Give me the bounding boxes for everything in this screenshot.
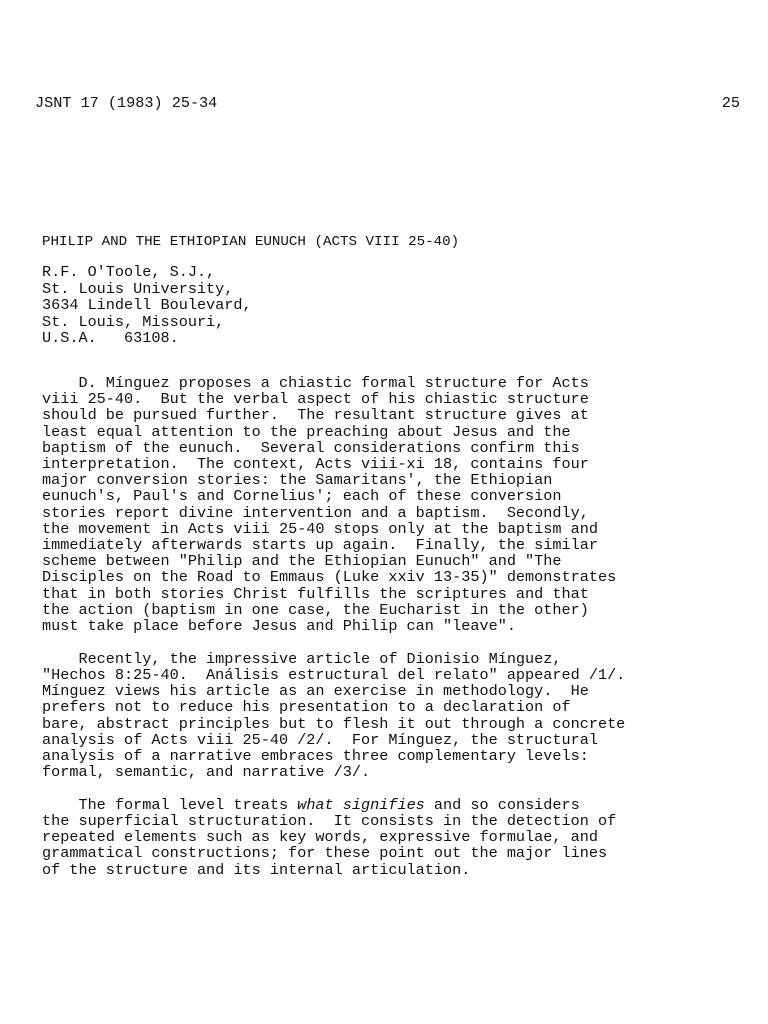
- text-line: scheme between "Philip and the Ethiopian Eunuch" and "The: [42, 552, 562, 571]
- address-line: U.S.A. 63108.: [42, 329, 179, 348]
- running-head: JSNT 17 (1983) 25-34: [35, 94, 218, 112]
- text-line: baptism of the eunuch. Several considerations confirm this: [42, 438, 580, 457]
- text-line: Mínguez views his article as an exercise in methodology. He: [42, 682, 589, 701]
- abstract-paragraph: [42, 375, 762, 634]
- text-line: of the structure and its internal articulation.: [42, 860, 471, 879]
- text-line: prefers not to reduce his presentation to a declaration of: [42, 698, 571, 717]
- text-line: Recently, the impressive article of Dionisio Mínguez,: [42, 649, 562, 668]
- text-line: analysis of Acts viii 25-40 /2/. For Mínguez, the structural: [42, 730, 598, 749]
- text-line: viii 25-40. But the verbal aspect of his chiastic structure: [42, 390, 589, 409]
- text-line: the movement in Acts viii 25-40 stops only at the baptism and: [42, 519, 598, 538]
- text-line: bare, abstract principles but to flesh it out through a concrete: [42, 714, 626, 733]
- text-line: formal, semantic, and narrative /3/.: [42, 763, 371, 782]
- author-address: [42, 264, 252, 347]
- text-line: that in both stories Christ fulfills the scriptures and that: [42, 584, 589, 603]
- body-paragraph: [42, 797, 762, 878]
- article-body: [42, 375, 762, 894]
- text-line: interpretation. The context, Acts viii-xi 18, contains four: [42, 455, 589, 474]
- page-number: 25: [721, 94, 740, 112]
- author-name: R.F. O'Toole, S.J.,: [42, 263, 216, 281]
- text-line: least equal attention to the preaching about Jesus and the: [42, 422, 571, 441]
- text-line: major conversion stories: the Samaritans', the Ethiopian: [42, 471, 553, 490]
- address-line: St. Louis, Missouri,: [42, 312, 225, 331]
- address-line: 3634 Lindell Boulevard,: [42, 296, 252, 315]
- body-paragraph: [42, 651, 762, 781]
- text-line: repeated elements such as key words, expressive formulae, and: [42, 828, 598, 847]
- text-run: The formal level treats: [42, 795, 298, 814]
- text-line: Disciples on the Road to Emmaus (Luke xxiv 13-35)" demonstrates: [42, 568, 617, 587]
- text-line: grammatical constructions; for these point out the major lines: [42, 844, 608, 863]
- text-line: must take place before Jesus and Philip can "leave".: [42, 617, 516, 636]
- text-line: "Hechos 8:25-40. Análisis estructural del relato" appeared /1/.: [42, 665, 626, 684]
- text-line: analysis of a narrative embraces three complementary levels:: [42, 746, 589, 765]
- text-line: stories report divine intervention and a baptism. Secondly,: [42, 503, 589, 522]
- article-title: PHILIP AND THE ETHIOPIAN EUNUCH (ACTS VIII 25-40): [42, 234, 460, 250]
- text-line: D. Mínguez proposes a chiastic formal structure for Acts: [42, 374, 589, 392]
- text-line: should be pursued further. The resultant structure gives at: [42, 406, 589, 425]
- text-line: [42, 797, 762, 813]
- address-line: St. Louis University,: [42, 279, 234, 298]
- emphasized-text: what signifies: [297, 795, 425, 814]
- text-line: eunuch's, Paul's and Cornelius'; each of these conversion: [42, 487, 562, 506]
- text-line: the superficial structuration. It consists in the detection of: [42, 812, 617, 831]
- text-run: and so considers: [424, 795, 580, 814]
- text-line: the action (baptism in one case, the Eucharist in the other): [42, 600, 589, 619]
- text-line: immediately afterwards starts up again. Finally, the similar: [42, 536, 598, 555]
